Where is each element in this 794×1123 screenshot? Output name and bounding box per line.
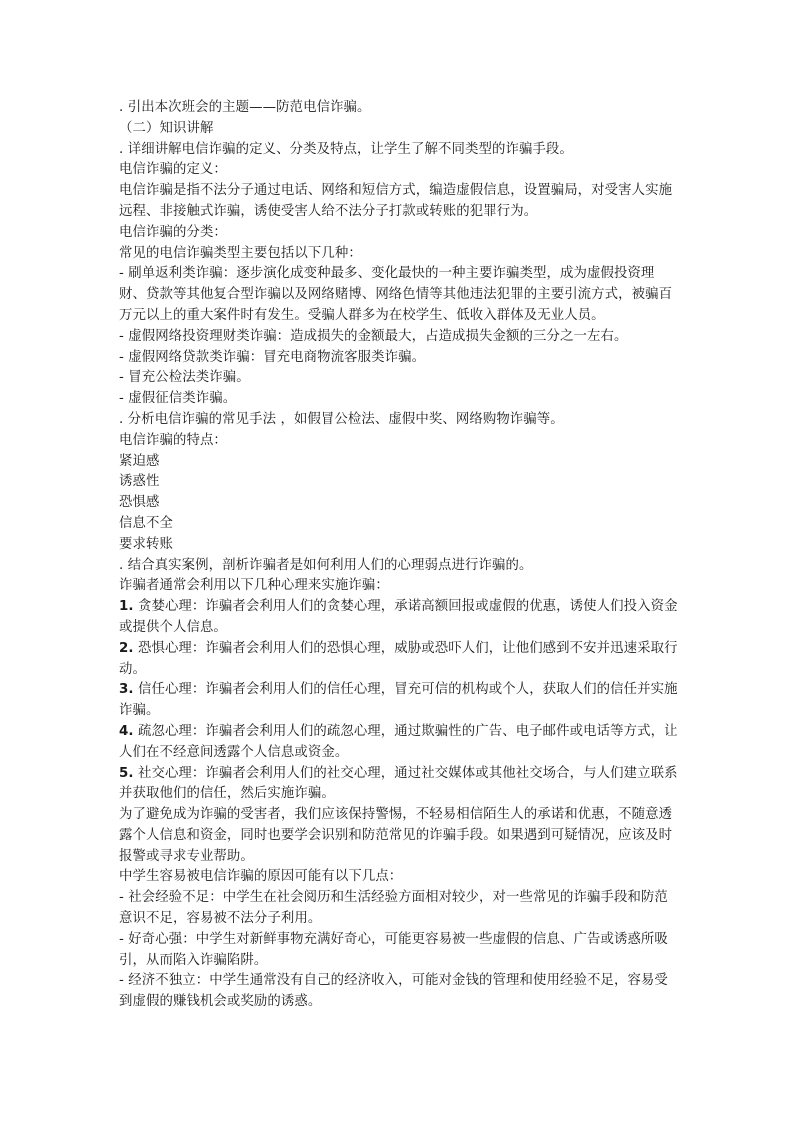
- psychology-item: [119, 722, 679, 764]
- psychology-item: [119, 639, 679, 681]
- category-item: - 虚假网络投资理财类诈骗：造成损失的金额最大，占造成损失金额的三分之一左右。: [119, 328, 628, 344]
- feature-item: 要求转账: [119, 536, 173, 552]
- prevention-paragraph: 为了避免成为诈骗的受害者，我们应该保持警惕，不轻易相信陌生人的承诺和优惠，不随意透露个人信息和资金，同时也要学会识别和防范常见的诈骗手段。如果遇到可疑情况，应该及时报警或寻求专业帮助。: [119, 807, 673, 864]
- reason-item: - 好奇心强：中学生对新鲜事物充满好奇心，可能更容易被一些虚假的信息、广告或诱惑所吸引，从而陷入诈骗陷阱。: [119, 931, 668, 968]
- item-text: 社交心理：诈骗者会利用人们的社交心理，通过社交媒体或其他社交场合，与人们建立联系并获取他们的信任，然后实施诈骗。: [119, 765, 678, 802]
- category-item: - 刷单返利类诈骗：逐步演化成变种最多、变化最快的一种主要诈骗类型，成为虚假投资理财、贷款等其他复合型诈骗以及网络赌博、网络色情等其他违法犯罪的主要引流方式，被骗百万元以上的重大案件时有发生。受骗人群多为在校学生、低收入群体及无业人员。: [119, 266, 673, 323]
- psychology-heading: 诈骗者通常会利用以下几种心理来实施诈骗：: [119, 578, 389, 594]
- features-heading: 电信诈骗的特点：: [119, 432, 227, 448]
- item-number: 5.: [119, 765, 134, 781]
- item-text: 贪婪心理：诈骗者会利用人们的贪婪心理，承诺高额回报或虚假的优惠，诱使人们投入资金或提供个人信息。: [119, 599, 678, 635]
- feature-item: 诱惑性: [119, 474, 160, 490]
- reasons-heading: 中学生容易被电信诈骗的原因可能有以下几点：: [119, 869, 403, 885]
- intro-line: . 引出本次班会的主题——防范电信诈骗。: [119, 100, 371, 115]
- reason-item: - 社会经验不足：中学生在社会阅历和生活经验方面相对较少，对一些常见的诈骗手段和防范意识不足，容易被不法分子利用。: [119, 890, 668, 927]
- feature-item: 紧迫感: [119, 453, 160, 469]
- category-item: - 冒充公检法类诈骗。: [119, 370, 250, 386]
- psychology-item: [119, 764, 679, 806]
- category-intro: 常见的电信诈骗类型主要包括以下几种：: [119, 245, 362, 261]
- case-line: . 结合真实案例，剖析诈骗者是如何利用人们的心理弱点进行诈骗的。: [119, 557, 533, 573]
- document-body: [119, 98, 679, 1013]
- item-text: 疏忽心理：诈骗者会利用人们的疏忽心理，通过欺骗性的广告、电子邮件或电话等方式，让人们在不经意间透露个人信息或资金。: [119, 723, 678, 760]
- methods-line: . 分析电信诈骗的常见手法 ，如假冒公检法、虚假中奖、网络购物诈骗等。: [119, 411, 564, 427]
- section-heading: （二）知识讲解: [119, 120, 214, 136]
- category-item: - 虚假网络贷款类诈骗：冒充电商物流客服类诈骗。: [119, 349, 426, 365]
- item-text: 恐惧心理：诈骗者会利用人们的恐惧心理，威胁或恐吓人们，让他们感到不安并迅速采取行动。: [119, 640, 678, 677]
- item-number: 1.: [119, 599, 134, 615]
- item-text: 信任心理：诈骗者会利用人们的信任心理，冒充可信的机构或个人，获取人们的信任并实施诈骗。: [119, 682, 678, 719]
- item-number: 4.: [119, 723, 134, 739]
- category-heading: 电信诈骗的分类：: [119, 224, 227, 240]
- category-item: - 虚假征信类诈骗。: [119, 391, 237, 407]
- definition-heading: 电信诈骗的定义：: [119, 162, 227, 178]
- reason-item: - 经济不独立：中学生通常没有自己的经济收入，可能对金钱的管理和使用经验不足，容易受到虚假的赚钱机会或奖励的诱惑。: [119, 973, 668, 1010]
- item-number: 3.: [119, 682, 134, 698]
- explain-line: . 详细讲解电信诈骗的定义、分类及特点，让学生了解不同类型的诈骗手段。: [119, 141, 573, 157]
- feature-item: 恐惧感: [119, 495, 160, 511]
- psychology-item: [119, 680, 679, 722]
- psychology-item: [119, 597, 679, 639]
- item-number: 2.: [119, 640, 134, 656]
- feature-item: 信息不全: [119, 515, 173, 531]
- definition-paragraph: 电信诈骗是指不法分子通过电话、网络和短信方式，编造虚假信息，设置骗局，对受害人实施远程、非接触式诈骗，诱使受害人给不法分子打款或转账的犯罪行为。: [119, 183, 673, 219]
